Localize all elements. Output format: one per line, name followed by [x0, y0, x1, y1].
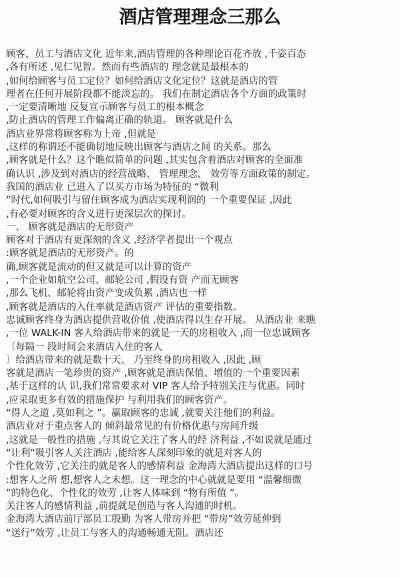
- body-line: 关注客人的感情利益 ,前提就是创造与客人沟通的时机。: [6, 501, 243, 513]
- body-line: ,各有所述 ,见仁见智。然而有些酒店的 理念就是最根本的: [6, 62, 249, 74]
- body-line: :顾客就是酒店的无形资产。的: [6, 248, 134, 260]
- body-line: 个性化效劳 ,它关注的就是客人的感情利益 金海湾大酒店提出这样的口号: [6, 461, 313, 473]
- body-line: 〕给酒店带来的就是数十天、 乃至终身的房租收入 ,因此 ,顾: [6, 354, 262, 366]
- body-line: 顾客、员工与酒店文化 近年来,酒店管理的各种理论百花齐放 ,千姿百态: [6, 49, 307, 60]
- body-line: 金海湾大酒店前厅部员工殷勤 为客人带房并把 “带房”效劳延伸到: [6, 514, 282, 526]
- body-line: ,一位 WALK-IN 客人给酒店带来的就是一天的房租收入 ,而一位忠诚顾客: [6, 328, 311, 340]
- body-line: ”的特色化、个性化的效劳 ,让客人体味到 “物有所值 ”。: [6, 487, 245, 499]
- body-line: ,有必要对顾客的含义进行更深层次的探讨。: [6, 208, 192, 220]
- body-line: ”时代,如何吸引与留住顾客成为酒店实现利润的 一个重要保证 ,因此: [6, 195, 292, 207]
- body-line: 确,顾客就是流动的但又就是可以计算的资产: [6, 261, 192, 273]
- body-line: 确认识 ,涉及到对酒店的经营战略、 管理理念、 效劳等方面政策的制定。: [6, 168, 316, 180]
- body-line: ,这样的称谓还不能确切地反映出顾客与酒店之间 的关系。那么: [6, 142, 272, 154]
- body-line: ,那么飞机、邮轮将由资产变成负累 ,酒店也一样: [6, 288, 208, 300]
- body-line: ,一个企业如航空公司、邮轮公司 ,假设有资 产而无顾客: [6, 275, 239, 287]
- body-line: “送行”效劳 ,让员工与客人的沟通畅通无阻。酒店还: [6, 527, 224, 539]
- body-line: “让利”吸引客人关注酒店 ,能给客人深刻印象的就是对客人的: [6, 447, 262, 459]
- body-line: 〔每隔一 段时间会来酒店入住的客人: [6, 341, 163, 353]
- body-line: ,这就是一般性的措施 ,与其说它关注了客人的经 济利益 ,不如说就是通过: [6, 434, 313, 446]
- body-line: 我国的酒店业 已进入了以买方市场为特征的 “微利: [6, 181, 219, 193]
- body-line: ,如何给顾客与员工定位？如何给酒店文化定位？这就是酒店的管: [6, 75, 278, 87]
- body-line: ,应采取更多有效的措施保护 与利用我们的顾客资产。: [6, 394, 233, 406]
- body-line: ,顾客就是酒店的入住率就是酒店资产 评估的重要指数。: [6, 301, 243, 313]
- body-line: ,防止酒店的管理工作偏离正确的轨道。 顾客就是什么: [6, 115, 233, 127]
- document-title: 酒店管理理念三那么: [119, 7, 281, 28]
- body-line: 酒店业界常将顾客称为上帝 ,但就是: [6, 128, 157, 140]
- body-line: 客就是酒店一笔珍贵的资产 ,顾客就是酒店保值、增值的一个重要因素: [6, 368, 300, 380]
- body-line: ,一定要清晰地 反复宣示顾客与员工的根本概念: [6, 102, 204, 114]
- body-line: :想客人之所 想,想客人之未想。这一理念的中心就就是要用 “温馨细微: [6, 474, 302, 486]
- body-line: “得人之道 ,莫如利之 ”。赢取顾客的忠诚 ,就要关注他们的利益。: [6, 408, 281, 420]
- body-line: ,基于这样的认 识,我们常常要求对 VIP 客人给予特别关注与优惠。同时: [6, 381, 306, 393]
- body-line: 酒店业对于重点客人的 倾斜最常见的有价格优惠与房间升级: [6, 421, 259, 433]
- body-line: 理者在任何开展阶段都不能淡忘的。 我们在制定酒店各个方面的政策时: [6, 88, 307, 100]
- document-body: [6, 48, 396, 540]
- body-line: 忠诚顾客终身为酒店提供营收价值 ,使酒店得以生存开展。 从酒店业 来瞧: [6, 314, 316, 326]
- body-line: ,顾客就是什么？这个瞧似简单的问题 ,其实包含着酒店对顾客的全面准: [6, 155, 303, 167]
- body-line: 一、 顾客就是酒店的无形资产: [6, 221, 134, 233]
- body-line: 顾客对于酒店有更深刻的含义 ,经济学者提出一个观点: [6, 235, 233, 247]
